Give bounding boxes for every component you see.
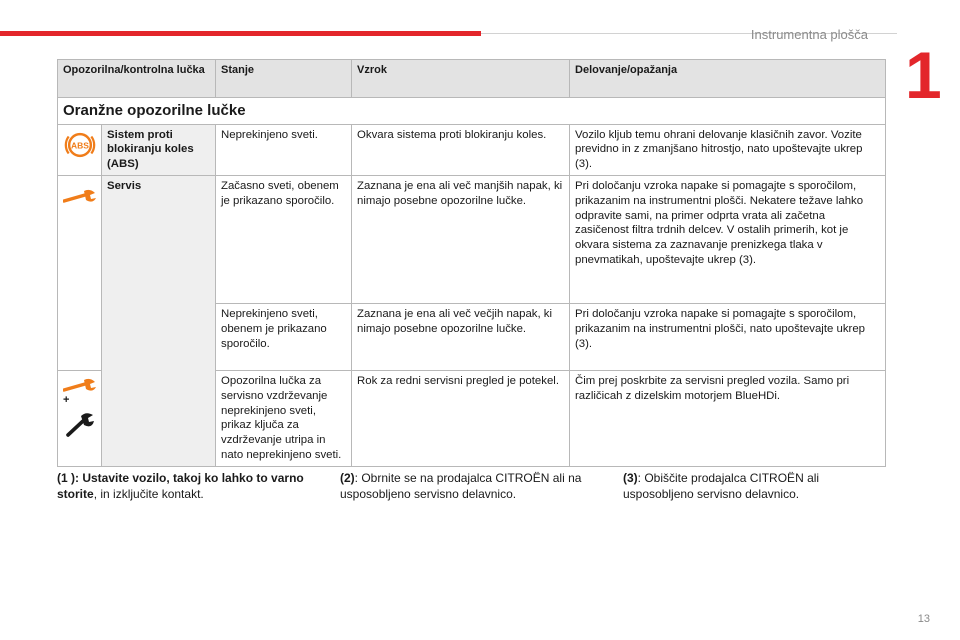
footnote-1-sep: : xyxy=(75,471,83,485)
maintenance-icon-cell xyxy=(58,370,102,466)
column-header-state: Stanje xyxy=(216,60,352,98)
service-wrench-icon xyxy=(63,378,97,394)
state-servis-3: Opozorilna lučka za servisno vzdrževanje neprekinjeno sveti, prikaz ključa za vzdrževanje utripa in nato neprekinjeno sveti. xyxy=(216,370,352,466)
warning-lights-table xyxy=(57,59,886,467)
footnote-1 xyxy=(57,471,317,503)
footnote-2-text: Obrnite se na prodajalca CITROËN ali na usposobljeno servisno delavnico. xyxy=(340,471,582,501)
column-header-cause: Vzrok xyxy=(352,60,570,98)
light-name-servis: Servis xyxy=(102,175,216,466)
table-header-row xyxy=(58,60,886,98)
section-row xyxy=(58,98,886,125)
header-accent-bar xyxy=(0,31,481,36)
section-title: Instrumentna plošča xyxy=(750,27,868,42)
action-servis-1: Pri določanju vzroka napake si pomagajte s sporočilom, prikazanim na instrumentni plošči. Nekatere težave lahko odpravite sami, na primer odprta vrata ali začetna zasičenost filtra trdnih delcev. V ostalih primerih, kot je okvara sistema za zaznavanje prenizkega tlaka v pnevmatikah, upoštevajte ukrep (3). xyxy=(570,175,886,303)
column-header-light: Opozorilna/kontrolna lučka xyxy=(58,60,216,98)
plus-sign: + xyxy=(63,393,70,406)
section-title-orange: Oranžne opozorilne lučke xyxy=(58,98,886,125)
footnote-1-bold: Ustavite vozilo, takoj ko lahko to varno storite xyxy=(57,471,304,501)
footnote-2 xyxy=(340,471,600,503)
cause-servis-2: Zaznana je ena ali več večjih napak, ki nimajo posebne opozorilne lučke. xyxy=(352,303,570,370)
service-icon-cell xyxy=(58,175,102,370)
footnote-3-sep: : xyxy=(637,471,645,485)
footnote-3-ref: (3) xyxy=(623,471,638,485)
footnote-1-text: , in izključite kontakt. xyxy=(93,486,204,501)
footnote-3 xyxy=(623,471,863,503)
footnote-3-text: Obiščite prodajalca CITROËN ali usposobljeno servisno delavnico. xyxy=(623,471,820,501)
footnote-1-ref: (1 ) xyxy=(57,471,75,485)
footnote-2-sep: : xyxy=(354,471,362,485)
cause-abs: Okvara sistema proti blokiranju koles. xyxy=(352,124,570,175)
light-name-abs: Sistem proti blokiranju koles (ABS) xyxy=(102,124,216,175)
cause-servis-1: Zaznana je ena ali več manjših napak, ki nimajo posebne opozorilne lučke. xyxy=(352,175,570,303)
action-servis-2: Pri določanju vzroka napake si pomagajte s sporočilom, prikazanim na instrumentni plošči, nato upoštevajte ukrep (3). xyxy=(570,303,886,370)
table-row-abs xyxy=(58,124,886,175)
table-row-servis-1 xyxy=(58,175,886,303)
chapter-number: 1 xyxy=(905,38,942,112)
page-number: 13 xyxy=(917,613,930,625)
state-abs: Neprekinjeno sveti. xyxy=(216,124,352,175)
footnote-2-ref: (2) xyxy=(340,471,355,485)
abs-icon-label: ABS xyxy=(71,139,89,150)
action-servis-3: Čim prej poskrbite za servisni pregled vozila. Samo pri različicah z dizelskim motorjem BlueHDi. xyxy=(570,370,886,466)
cause-servis-3: Rok za redni servisni pregled je potekel. xyxy=(352,370,570,466)
state-servis-1: Začasno sveti, obenem je prikazano sporočilo. xyxy=(216,175,352,303)
action-abs: Vozilo kljub temu ohrani delovanje klasičnih zavor. Vozite previdno in z zmanjšano hitrostjo, nato upoštevajte ukrep (3). xyxy=(570,124,886,175)
state-servis-2: Neprekinjeno sveti, obenem je prikazano sporočilo. xyxy=(216,303,352,370)
abs-icon-cell xyxy=(58,124,102,175)
service-wrench-icon xyxy=(63,189,97,205)
maintenance-key-icon xyxy=(65,412,95,438)
abs-warning-icon xyxy=(63,128,97,162)
column-header-action: Delovanje/opažanja xyxy=(570,60,886,98)
